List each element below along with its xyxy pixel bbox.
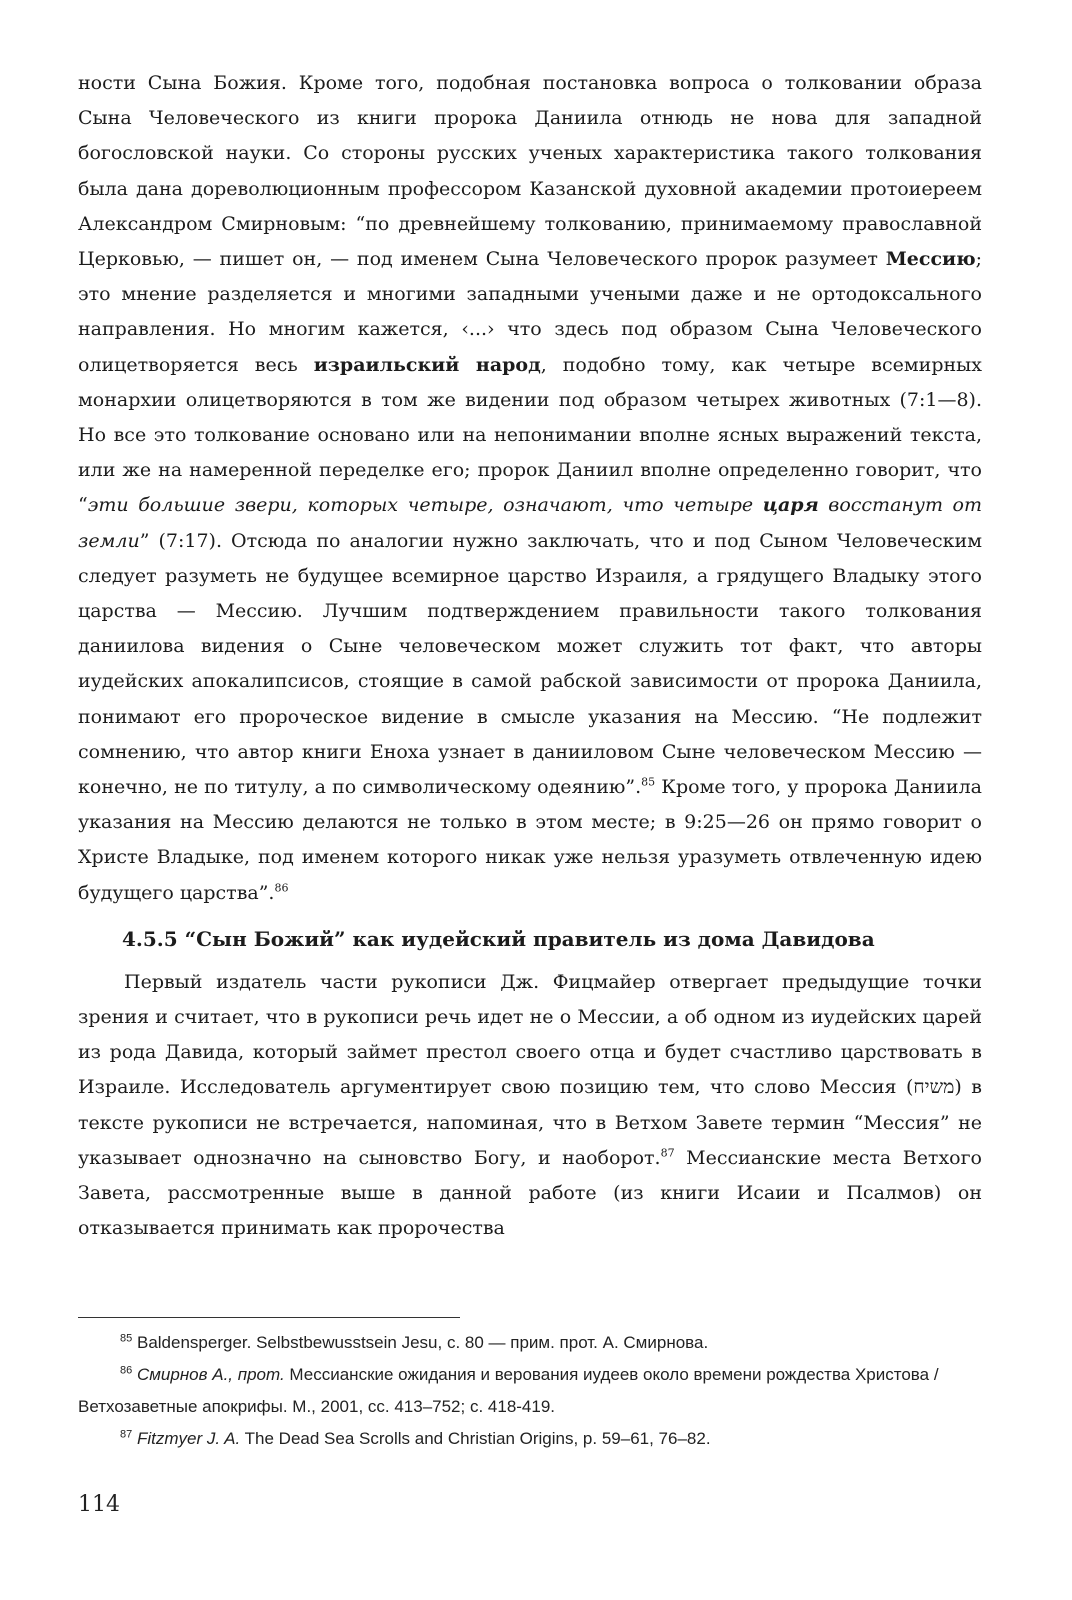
footnote-number: 86 [120, 1364, 133, 1377]
text-span: , подобно тому, как четыре всемирных монархии олицетворяются в том же видении под образом четырех животных (7:1—8). Но все это толкование основано или на непонимании вполне ясных выражений текста, или же на намеренной переделке его; пророк Даниил вполне определенно говорит, что “ [78, 353, 982, 517]
footnote-number: 85 [120, 1332, 133, 1345]
footnote-85 [78, 1327, 982, 1359]
paragraph-2 [78, 965, 982, 1247]
hebrew-word: משיח [913, 1076, 955, 1099]
text-span: ” (7:17). Отсюда по аналогии нужно заключать, что и под Сыном Человеческим следует разуметь не будущее всемирное царство Израиля, а грядущего Владыку этого царства — Мессию. Лучшим подтверждением правильности такого толкования даниилова видения о Сыне человеческом может служить тот факт, что авторы иудейских апокалипсисов, стоящие в самой рабской зависимости от пророка Даниила, понимают его пророческое видение в смысле указания на Мессию. “Не подлежит сомнению, что автор книги Еноха узнает в данииловом Сыне человеческом Мессию — конечно, не по титулу, а по символическому одеянию”. [78, 529, 982, 799]
footnote-ref-85[interactable]: 85 [641, 775, 656, 789]
footnote-author: Fitzmyer J. A. [136, 1429, 241, 1448]
text-span: Первый издатель части рукописи Дж. Фицмайер отвергает предыдущие точки зрения и считает, что в рукописи речь идет не о Мессии, а об одном из иудейских царей из рода Давида, который займет престол своего отца и будет счастливо царствовать в Израиле. Исследователь аргументирует свою позицию тем, что слово Мессия ( [78, 970, 982, 1099]
footnote-ref-87[interactable]: 87 [660, 1146, 675, 1160]
footnotes [78, 1327, 982, 1455]
footnote-number: 87 [120, 1428, 133, 1441]
footnote-text: Baldensperger. Selbstbewusstsein Jesu, с. 80 — прим. прот. А. Смирнова. [136, 1333, 709, 1352]
italic-quote: восстанут от земли [78, 494, 982, 552]
text-span: ; это мнение разделяется и многими западными учеными даже и не ортодоксального направления. Но многим кажется, ‹...› что здесь под образом Сына Человеческого олицетворяется весь [78, 248, 982, 376]
bold-term-messiah: Мессию [885, 248, 976, 271]
section-heading: 4.5.5 “Сын Божий” как иудейский правитель из дома Давидова [122, 926, 875, 951]
footnote-86 [78, 1359, 982, 1423]
text-span: ) в тексте рукописи не встречается, напоминая, что в Ветхом Завете термин “Мессия” не указывает однозначно на сыновство Богу, и наоборот. [78, 1076, 982, 1169]
footnote-87 [78, 1423, 982, 1455]
text-span: ности Сына Божия. Кроме того, подобная постановка вопроса о толковании образа Сына Человеческого из книги пророка Даниила отнюдь не нова для западной богословской науки. Со стороны русских ученых характеристика такого толкования была дана дореволюционным профессором Казанской духовной академии протоиереем Александром Смирновым: “по древнейшему толкованию, принимаемому православной Церковью, — пишет он, — под именем Сына Человеческого пророк разумеет [78, 72, 982, 271]
footnote-text: The Dead Sea Scrolls and Christian Origins, p. 59–61, 76–82. [240, 1429, 711, 1448]
page-number: 114 [78, 1492, 120, 1517]
italic-quote: эти большие звери, которых четыре, означают, что четыре [87, 494, 763, 517]
footnote-ref-86[interactable]: 86 [274, 881, 289, 895]
paragraph-1 [78, 66, 982, 911]
footnote-divider [78, 1317, 460, 1318]
text-span: Мессианские места Ветхого Завета, рассмотренные выше в данной работе (из книги Исаии и Псалмов) он отказывается принимать как пророчества [78, 1146, 982, 1240]
main-text [78, 66, 982, 1247]
bold-term-israel: израильский народ [313, 353, 541, 376]
bold-italic-term: царя [762, 494, 819, 517]
footnote-author: Смирнов А., прот. [136, 1365, 285, 1384]
footnote-text: Мессианские ожидания и верования иудеев около времени рождества Христова / Ветхозаветные апокрифы. М., 2001, сс. 413–752; с. 418-419. [78, 1365, 939, 1416]
text-span: Кроме того, у пророка Даниила указания на Мессию делаются не только в этом месте; в 9:25—26 он прямо говорит о Христе Владыке, под именем которого никак уже нельзя уразуметь отвлеченную идею будущего царства”. [78, 776, 982, 904]
